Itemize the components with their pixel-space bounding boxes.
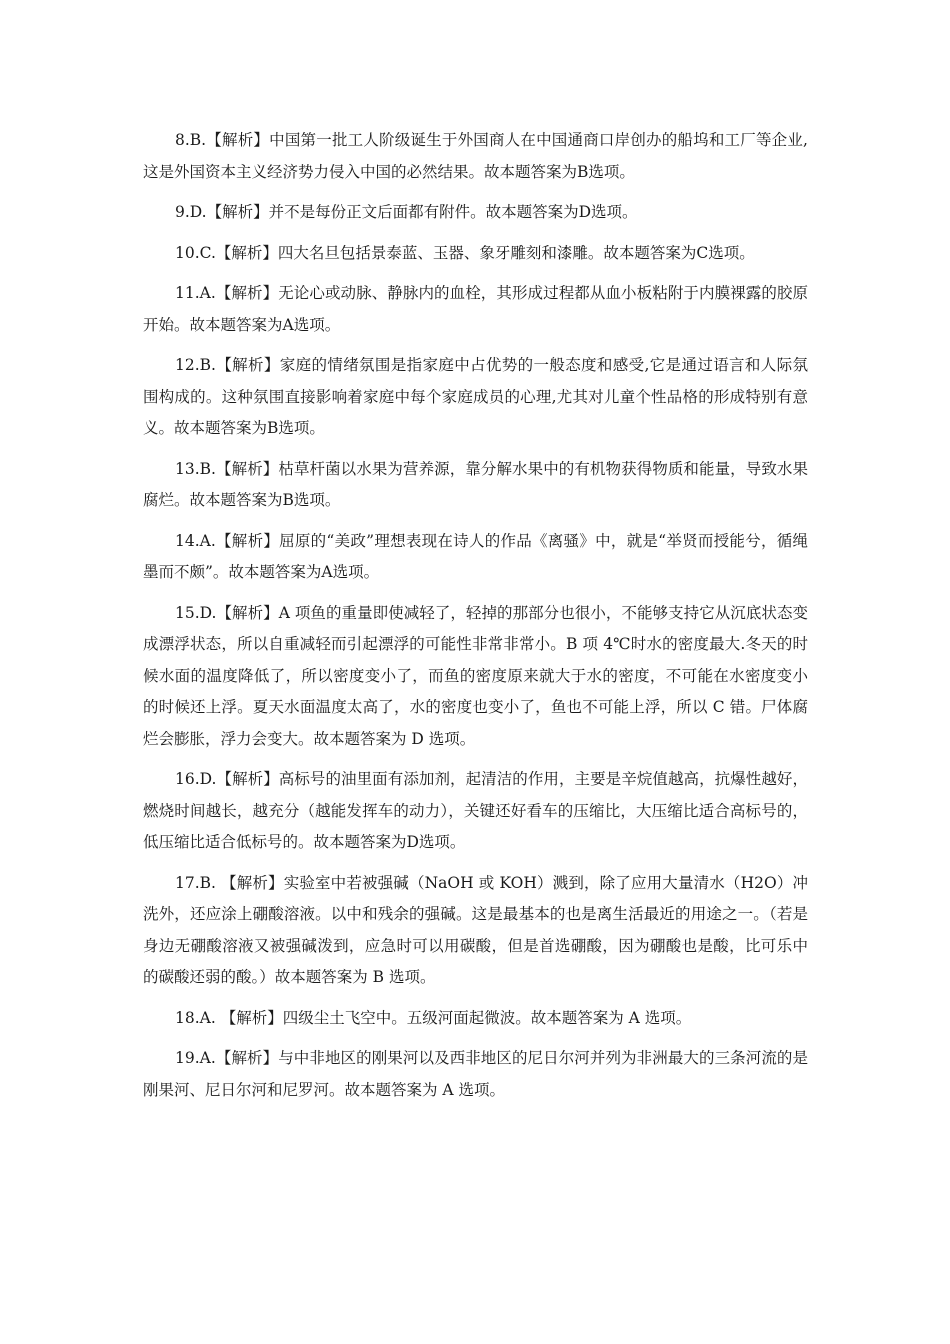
answer-item-19: 19.A.【解析】与中非地区的刚果河以及西非地区的尼日尔河并列为非洲最大的三条河流的是刚果河、尼日尔河和尼罗河。故本题答案为 A 选项。	[143, 1049, 808, 1099]
answer-list	[143, 125, 808, 1115]
answer-item-17: 17.B. 【解析】实验室中若被强碱（NaOH 或 KOH）溅到，除了应用大量清水（H2O）冲洗外，还应涂上硼酸溶液。以中和残余的强碱。这是最基本的也是离生活最近的用途之一。（若是身边无硼酸溶液又被强碱泼到，应急时可以用碳酸，但是首选硼酸，因为硼酸也是酸，比可乐中的碳酸还弱的酸。）故本题答案为 B 选项。	[143, 873, 808, 986]
answer-item-10: 10.C.【解析】四大名旦包括景泰蓝、玉器、象牙雕刻和漆雕。故本题答案为C选项。	[175, 243, 755, 262]
answer-item-11: 11.A.【解析】无论心或动脉、静脉内的血栓，其形成过程都从血小板粘附于内膜裸露的胶原开始。故本题答案为A选项。	[143, 284, 808, 334]
answer-item-9: 9.D.【解析】并不是每份正文后面都有附件。故本题答案为D选项。	[175, 203, 638, 221]
answer-item-13: 13.B.【解析】枯草杆菌以水果为营养源，靠分解水果中的有机物获得物质和能量，导致水果腐烂。故本题答案为B选项。	[143, 459, 808, 509]
answer-item-14: 14.A.【解析】屈原的“美政”理想表现在诗人的作品《离骚》中，就是“举贤而授能兮，循绳墨而不颇”。故本题答案为A选项。	[143, 531, 808, 581]
answer-item-12: 12.B.【解析】家庭的情绪氛围是指家庭中占优势的一般态度和感受,它是通过语言和人际氛围构成的。这种氛围直接影响着家庭中每个家庭成员的心理,尤其对儿童个性品格的形成特别有意义。故本题答案为B选项。	[143, 356, 808, 437]
answer-item-18: 18.A. 【解析】四级尘土飞空中。五级河面起微波。故本题答案为 A 选项。	[175, 1008, 692, 1027]
answer-item-15: 15.D.【解析】A 项鱼的重量即使减轻了，轻掉的那部分也很小，不能够支持它从沉底状态变成漂浮状态，所以自重减轻而引起漂浮的可能性非常非常小。B 项 4℃时水的密度最大.冬天的时候水面的温度降低了，所以密度变小了，而鱼的密度原来就大于水的密度，不可能在水密度变小的时候还上浮。夏天水面温度太高了，水的密度也变小了，鱼也不可能上浮，所以 C 错。尸体腐烂会膨胀，浮力会变大。故本题答案为 D 选项。	[143, 603, 808, 748]
answer-item-8: 8.B.【解析】中国第一批工人阶级诞生于外国商人在中国通商口岸创办的船坞和工厂等企业,这是外国资本主义经济势力侵入中国的必然结果。故本题答案为B选项。	[143, 131, 808, 181]
answer-item-16: 16.D.【解析】高标号的油里面有添加剂，起清洁的作用，主要是辛烷值越高，抗爆性越好，燃烧时间越长，越充分（越能发挥车的动力），关键还好看车的压缩比，大压缩比适合高标号的，低压缩比适合低标号的。故本题答案为D选项。	[143, 770, 808, 851]
